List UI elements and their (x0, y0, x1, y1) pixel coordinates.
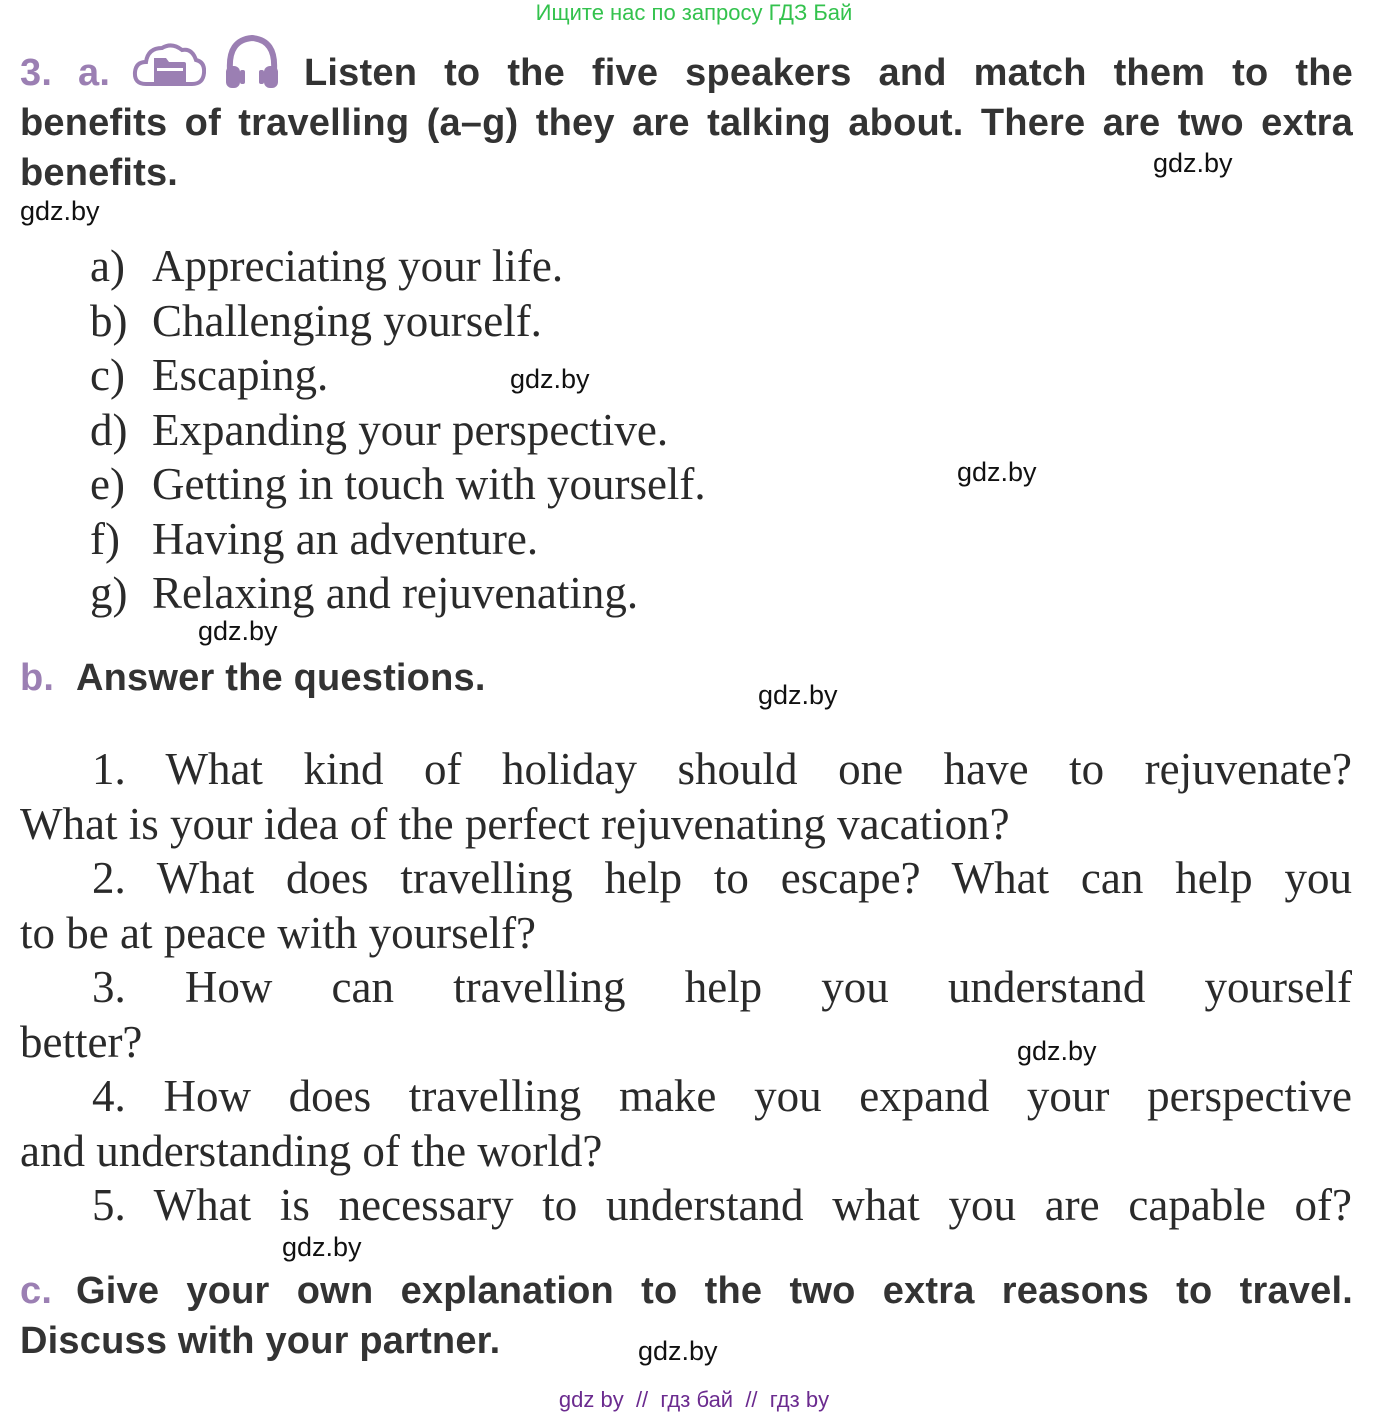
watermark: gdz.by (957, 457, 1037, 487)
exercise-number-label: 3. (20, 52, 53, 94)
headphones-icon (222, 32, 282, 92)
question-2-line2: to be at peace with yourself? (20, 908, 537, 958)
part-b-label: b. (20, 657, 55, 699)
part-c-instruction-line1: Give your own explanation to the two extra reasons to travel. (76, 1270, 1353, 1312)
question-5-line1: 5. What is necessary to understand what you are capable of? (92, 1180, 1352, 1230)
exercise-number (20, 52, 52, 95)
part-a-label: a. (78, 52, 111, 94)
question-4-line1: 4. How does travelling make you expand your perspective (92, 1071, 1352, 1121)
question-1-line2: What is your idea of the perfect rejuvenating vacation? (20, 799, 1010, 849)
watermark: gdz.by (758, 680, 838, 710)
list-item: g) Relaxing and rejuvenating. (90, 568, 639, 618)
watermark: gdz.by (1017, 1036, 1097, 1066)
question-3-line2: better? (20, 1017, 143, 1067)
watermark: gdz.by (510, 364, 590, 394)
list-item: a) Appreciating your life. (90, 241, 564, 291)
list-item: c) Escaping. (90, 350, 329, 400)
question-4-line2: and understanding of the world? (20, 1126, 603, 1176)
list-item: e) Getting in touch with yourself. (90, 459, 706, 509)
part-b-instruction: Answer the questions. (76, 657, 486, 699)
footer-links: gdz by // гдз бай // гдз by (558, 1387, 830, 1412)
question-1-line1: 1. What kind of holiday should one have to rejuvenate? (92, 744, 1352, 794)
part-a-instruction-line1: Listen to the five speakers and match them to the (304, 52, 1353, 94)
part-a-instruction-line3: benefits. (20, 152, 179, 194)
watermark: gdz.by (282, 1232, 362, 1262)
top-banner: Ищите нас по запросу ГДЗ Бай (535, 0, 853, 25)
cloud-folder-icon (132, 38, 206, 94)
watermark: gdz.by (638, 1336, 718, 1366)
part-c-instruction-line2: Discuss with your partner. (20, 1320, 501, 1362)
list-item: b) Challenging yourself. (90, 296, 542, 346)
list-item: d) Expanding your perspective. (90, 405, 669, 455)
watermark: gdz.by (20, 196, 100, 226)
list-item: f) Having an adventure. (90, 514, 539, 564)
part-a-instruction-line2: benefits of travelling (a–g) they are talking about. There are two extra (20, 102, 1353, 144)
question-2-line1: 2. What does travelling help to escape? What can help you (92, 853, 1352, 903)
watermark: gdz.by (1153, 148, 1233, 178)
question-3-line1: 3. How can travelling help you understand yourself (92, 962, 1352, 1012)
part-c-label: c. (20, 1270, 53, 1312)
watermark: gdz.by (198, 616, 278, 646)
